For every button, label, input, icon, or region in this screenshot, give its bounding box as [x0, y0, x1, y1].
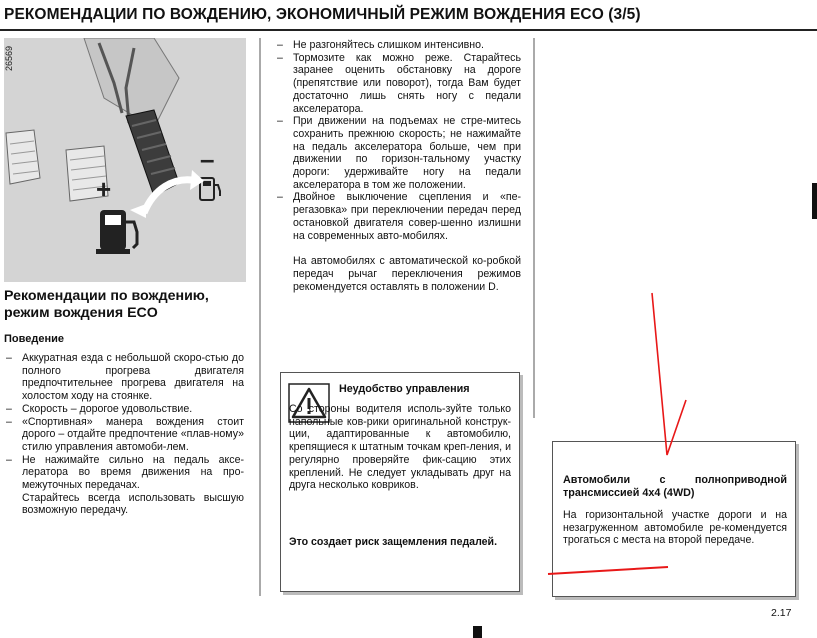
- section-title-line2: режим вождения ECO: [4, 305, 158, 321]
- page-title: РЕКОМЕНДАЦИИ ПО ВОЖДЕНИЮ, ЭКОНОМИЧНЫЙ РЕЖИМ ВОЖДЕНИЯ ECO (3/5): [4, 6, 641, 23]
- behavior-paragraph: Старайтесь всегда использовать высшую возможную передачу.: [22, 491, 244, 517]
- list-item: – При движении на подъемах не стре-митесь сохранить прежнюю скорость; не нажимайте на педаль акселератора больше, чем при движении по горизон-тальному участку дороги: удерживайте ногу на педали акселератора в том же положении.: [275, 115, 521, 191]
- awd-highlight: второй передаче.: [668, 534, 755, 547]
- figure-number: 26569: [4, 45, 14, 71]
- list-item: – Не нажимайте сильно на педаль аксе-лератора во время движения на про-межуточных передачах.: [4, 454, 244, 492]
- list-item: – Двойное выключение сцепления и «пе-регазовка» при переключении передач перед остановкой двигателя совер-шенно излишни на современных авто-мобилях.: [275, 191, 521, 242]
- minus-sign: –: [200, 144, 215, 174]
- awd-text-main: На горизонтальной участке дороги и на незагруженном автомобиле ре-комендуется трогаться с места на: [563, 509, 787, 547]
- automatic-gearbox-paragraph: На автомобилях с автоматической ко-робкой передач рычаг переключения режимов рекомендуется оставлять в положении D.: [293, 255, 521, 293]
- list-item: – Аккуратная езда с небольшой скоро-стью до полного прогрева двигателя предпочтительнее прогрева двигателя на холостом ходу на стоянке.: [4, 352, 244, 403]
- footer-mark: [473, 626, 482, 638]
- warning-text: Со стороны водителя исполь-зуйте только напольные ков-рики оригинальной конструк-ции, адаптированные к автомобилю, крепящиеся к штатным точкам креп-ления, и регулярно проверяйте фик-сацию этих креплений. Не следует укладывать друг на друга несколько ковриков.: [289, 403, 511, 492]
- awd-title: Автомобили с полноприводной трансмиссией 4x4 (4WD): [563, 474, 787, 499]
- plus-sign: +: [96, 174, 112, 204]
- list-item: – Скорость – дорогое удовольствие.: [4, 403, 244, 416]
- list-item: – Тормозите как можно реже. Старайтесь заранее оценить обстановку на дороге (препятствие или поворот), тогда Вам будет достаточно лишь снять ногу с педали акселератора.: [275, 52, 521, 116]
- section-title-line1: Рекомендации по вождению,: [4, 288, 209, 304]
- list-item: – «Спортивная» манера вождения стоит дорого – отдайте предпочтение «плав-ному» стилю управления автомоби-лем.: [4, 416, 244, 454]
- warning-title: Неудобство управления: [339, 383, 470, 395]
- page-number: 2.17: [771, 607, 792, 619]
- annotation-underline: [548, 567, 668, 574]
- edge-tab-marker: [812, 183, 817, 219]
- behavior-subtitle: Поведение: [4, 333, 64, 345]
- list-item: – Не разгоняйтесь слишком интенсивно.: [275, 39, 521, 52]
- warning-risk: Это создает риск защемления педалей.: [289, 536, 498, 548]
- annotation-arrow: [652, 293, 686, 455]
